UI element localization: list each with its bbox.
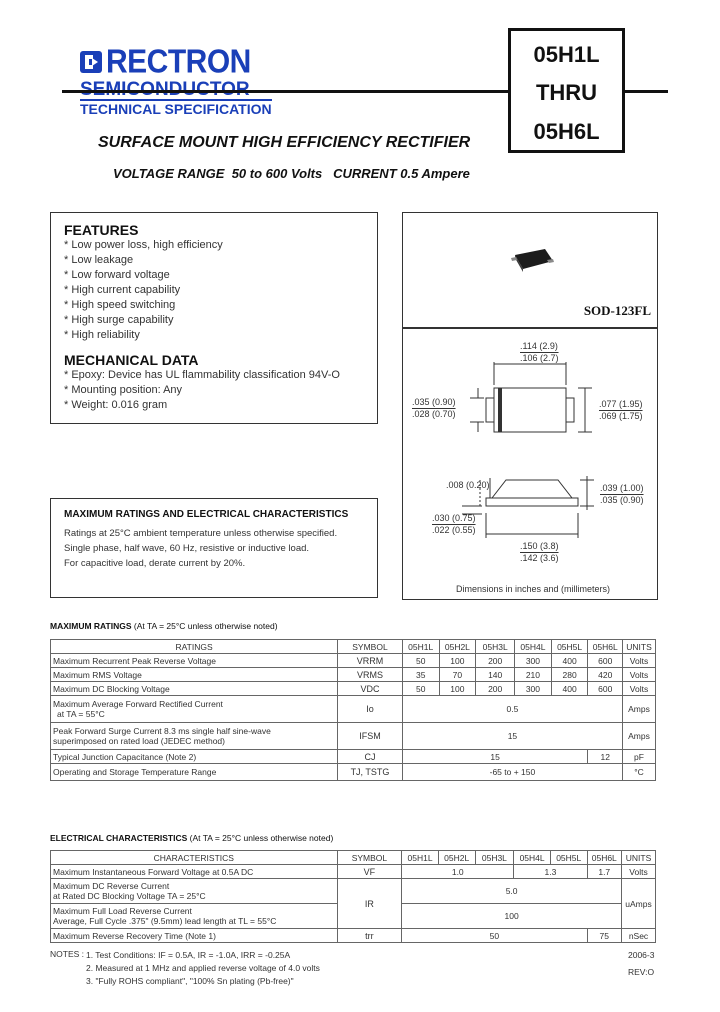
logo-icon <box>80 51 102 73</box>
header-rule-right <box>625 90 668 93</box>
table-row: Typical Junction Capacitance (Note 2) CJ 15 12 pF <box>51 750 656 764</box>
elec-caption: ELECTRICAL CHARACTERISTICS (At TA = 25°C unless otherwise noted) <box>50 833 334 843</box>
note-item: 3. "Fully ROHS compliant", "100% Sn plating (Pb-free)" <box>86 976 294 986</box>
feature-item: * High reliability <box>64 329 140 341</box>
ratings-notice-title: MAXIMUM RATINGS AND ELECTRICAL CHARACTERISTICS <box>64 509 349 520</box>
column-header: 05H3L <box>475 851 514 865</box>
mechanical-item: * Weight: 0.016 gram <box>64 399 168 411</box>
ratings-notice-line: For capacitive load, derate current by 20%. <box>64 558 246 569</box>
features-title: FEATURES <box>64 222 139 238</box>
dim-bottom-width: .150 (3.8) .142 (3.6) <box>520 541 559 563</box>
feature-item: * High speed switching <box>64 299 176 311</box>
table-row: Maximum RMS Voltage VRMS 35 70 140 210 280 420 Volts <box>51 668 656 682</box>
dim-lead-height: .030 (0.75) .022 (0.55) <box>432 513 476 535</box>
note-item: 1. Test Conditions: IF = 0.5A, IR = -1.0A, IRR = -0.25A <box>86 950 291 960</box>
header-rule-left <box>62 90 508 93</box>
company-logo <box>80 51 102 73</box>
ratings-notice-line: Single phase, half wave, 60 Hz, resistive or inductive load. <box>64 543 310 554</box>
column-header: 05H1L <box>402 851 439 865</box>
dim-side-thickness: .008 (0.20) <box>446 480 490 490</box>
spec-subtitle: TECHNICAL SPECIFICATION <box>80 101 272 117</box>
mechanical-list <box>64 368 340 413</box>
column-header: RATINGS <box>51 640 338 654</box>
product-title: SURFACE MOUNT HIGH EFFICIENCY RECTIFIER <box>98 134 471 151</box>
package-name: SOD-123FL <box>583 303 651 318</box>
revision-code: REV:O <box>628 967 655 977</box>
part-number-box <box>508 28 625 153</box>
part-from: 05H1L <box>533 42 600 67</box>
column-header: SYMBOL <box>338 640 403 654</box>
feature-item: * High current capability <box>64 284 181 296</box>
column-header: 05H6L <box>587 851 621 865</box>
table-row: Maximum DC Reverse Current at Rated DC Blocking Voltage TA = 25°C IR 5.0 uAmps <box>51 879 656 904</box>
dim-right-height: .077 (1.95) .069 (1.75) <box>599 399 643 421</box>
max-ratings-table <box>50 639 656 781</box>
table-row: Maximum Average Forward Rectified Current at TA = 55°C Io 0.5 Amps <box>51 696 656 723</box>
brand-name: RECTRON <box>106 44 251 81</box>
dim-side-height: .039 (1.00) .035 (0.90) <box>600 483 644 505</box>
column-header: CHARACTERISTICS <box>51 851 338 865</box>
features-list <box>64 238 223 343</box>
dimension-caption: Dimensions in inches and (millimeters) <box>456 584 611 594</box>
column-header: UNITS <box>622 640 655 654</box>
feature-item: * Low forward voltage <box>64 269 170 281</box>
ratings-notice-box <box>50 498 378 598</box>
ratings-notice-line: Ratings at 25°C ambient temperature unless otherwise specified. <box>64 528 338 539</box>
column-header: 05H6L <box>588 640 623 654</box>
notes-label: NOTES : <box>50 949 85 959</box>
voltage-range: VOLTAGE RANGE 50 to 600 Volts CURRENT 0.5 Ampere <box>113 166 470 181</box>
package-box <box>402 212 658 328</box>
table-row: Maximum Instantaneous Forward Voltage at 0.5A DC VF 1.0 1.3 1.7 Volts <box>51 865 656 879</box>
column-header: 05H2L <box>438 851 475 865</box>
mechanical-item: * Mounting position: Any <box>64 384 183 396</box>
dim-top-width: .114 (2.9) .106 (2.7) <box>520 341 559 363</box>
notes-list <box>86 949 320 988</box>
table-header-row <box>51 851 656 865</box>
column-header: 05H4L <box>514 851 551 865</box>
table-row: Operating and Storage Temperature Range TJ, TSTG -65 to + 150 °C <box>51 764 656 781</box>
column-header: 05H5L <box>550 851 587 865</box>
column-header: 05H5L <box>551 640 588 654</box>
max-ratings-caption: MAXIMUM RATINGS (At TA = 25°C unless otherwise noted) <box>50 621 278 631</box>
ratings-notice-lines <box>64 526 337 571</box>
table-row: Peak Forward Surge Current 8.3 ms single half sine-wave superimposed on rated load (JEDEC method) IFSM 15 Amps <box>51 723 656 750</box>
mechanical-item: * Epoxy: Device has UL flammability classification 94V-O <box>64 369 340 381</box>
electrical-table <box>50 850 656 943</box>
features-box <box>50 212 378 424</box>
table-row: Maximum Full Load Reverse Current Average, Full Cycle .375" (9.5mm) lead length at TL = 55°C 100 <box>51 904 656 929</box>
column-header: 05H3L <box>476 640 515 654</box>
package-photo-icon <box>511 245 555 273</box>
column-header: 05H1L <box>402 640 439 654</box>
feature-item: * High surge capability <box>64 314 174 326</box>
table-row: Maximum Recurrent Peak Reverse Voltage VRRM 50 100 200 300 400 600 Volts <box>51 654 656 668</box>
feature-item: * Low leakage <box>64 254 134 266</box>
part-thru: THRU <box>535 80 598 105</box>
dim-left-height: .035 (0.90) .028 (0.70) <box>412 397 456 419</box>
feature-item: * Low power loss, high efficiency <box>64 239 223 251</box>
table-row: Maximum Reverse Recovery Time (Note 1) trr 50 75 nSec <box>51 929 656 943</box>
column-header: 05H4L <box>515 640 552 654</box>
revision-date: 2006-3 <box>628 950 655 960</box>
column-header: UNITS <box>622 851 656 865</box>
column-header: SYMBOL <box>337 851 402 865</box>
part-to: 05H6L <box>533 119 600 144</box>
table-header-row <box>51 640 656 654</box>
table-row: Maximum DC Blocking Voltage VDC 50 100 200 300 400 600 Volts <box>51 682 656 696</box>
column-header: 05H2L <box>439 640 476 654</box>
note-item: 2. Measured at 1 MHz and applied reverse voltage of 4.0 volts <box>86 963 320 973</box>
mechanical-title: MECHANICAL DATA <box>64 352 199 368</box>
